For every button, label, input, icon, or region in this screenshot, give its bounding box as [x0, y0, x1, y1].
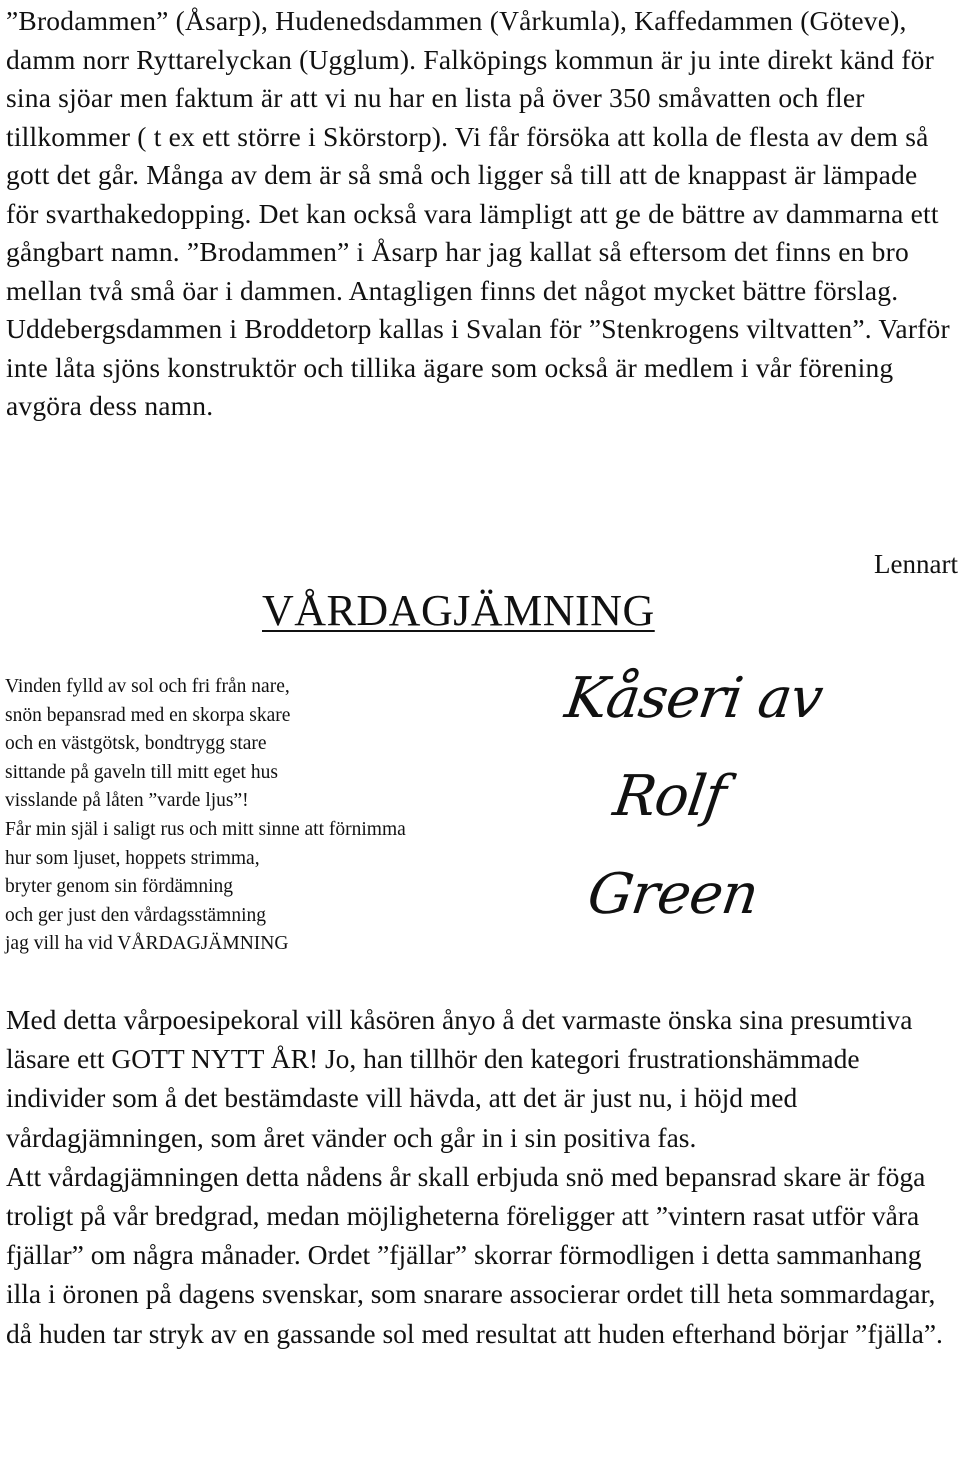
- bottom-paragraph: Att vårdagjämningen detta nådens år skall erbjuda snö med bepansrad skare är föga troligt på vår bredgrad, medan möjligheterna föreligger att ”vintern rasat utför våra fjällar” om några månader. Ordet ”fjällar” skorrar förmodligen i detta sammanhang illa i öronen på dagens svenskar, som snarare associerar ordet till heta sommardagar, då huden tar stryk av en gassande sol med resultat att huden efterhand börjar ”fjälla”.: [6, 1160, 943, 1349]
- poem-line: snön bepansrad med en skorpa skare: [5, 704, 291, 726]
- bottom-paragraph: Med detta vårpoesipekoral vill kåsören ånyo å det varmaste önska sina presumtiva läsare ett GOTT NYTT ÅR! Jo, han tillhör den kategori frustrationshämmade individer som å det bestämdaste vill hävda, att det är just nu, i höjd med vårdagjämningen, som året vänder och går in i sin positiva fas.: [6, 1004, 913, 1153]
- poem-line: jag vill ha vid VÅRDAGJÄMNING: [5, 933, 289, 955]
- poem-line: visslande på låten ”varde ljus”!: [5, 790, 249, 812]
- byline-line-1: Kåseri av: [561, 666, 827, 731]
- byline: [531, 650, 892, 944]
- poem-line: och ger just den vårdagsstämning: [5, 904, 267, 926]
- poem-line: Får min själ i saligt rus och mitt sinne att förnimma: [5, 818, 406, 840]
- signature: Lennart: [874, 549, 958, 579]
- bottom-text: [6, 1000, 956, 1353]
- byline-line-2: Rolf: [609, 764, 730, 829]
- byline-line-3: Green: [583, 862, 762, 927]
- poem-line: bryter genom sin fördämning: [5, 876, 233, 898]
- top-paragraph: ”Brodammen” (Åsarp), Hudenedsdammen (Vårkumla), Kaffedammen (Göteve), damm norr Ryttarelyckan (Ugglum). Falköpings kommun är ju inte direkt känd för sina sjöar men faktum är att vi nu har en lista på över 350 småvatten och fler tillkommer ( t ex ett större i Skörstorp). Vi får försöka att kolla de flesta av dem så gott det går. Många av dem är så små och ligger så till att de knappast är lämpade för svarthakedopping. Det kan också vara lämpligt att ge de bättre av dammarna ett gångbart namn. ”Brodammen” i Åsarp har jag kallat så eftersom det finns en bro mellan två små öar i dammen. Antagligen finns det något mycket bättre förslag. Uddebergsdammen i Broddetorp kallas i Svalan för ”Stenkrogens viltvatten”. Varför inte låta sjöns konstruktör och tillika ägare som också är medlem i vår förening avgöra dess namn.: [6, 5, 950, 421]
- poem-line: och en västgötsk, bondtrygg stare: [5, 733, 267, 755]
- poem-line: sittande på gaveln till mitt eget hus: [5, 761, 278, 783]
- poem-line: Vinden fylld av sol och fri från nare,: [5, 676, 290, 697]
- poem-title: VÅRDAGJÄMNING: [262, 586, 655, 635]
- poem: [5, 673, 545, 959]
- poem-line: hur som ljuset, hoppets strimma,: [5, 847, 260, 869]
